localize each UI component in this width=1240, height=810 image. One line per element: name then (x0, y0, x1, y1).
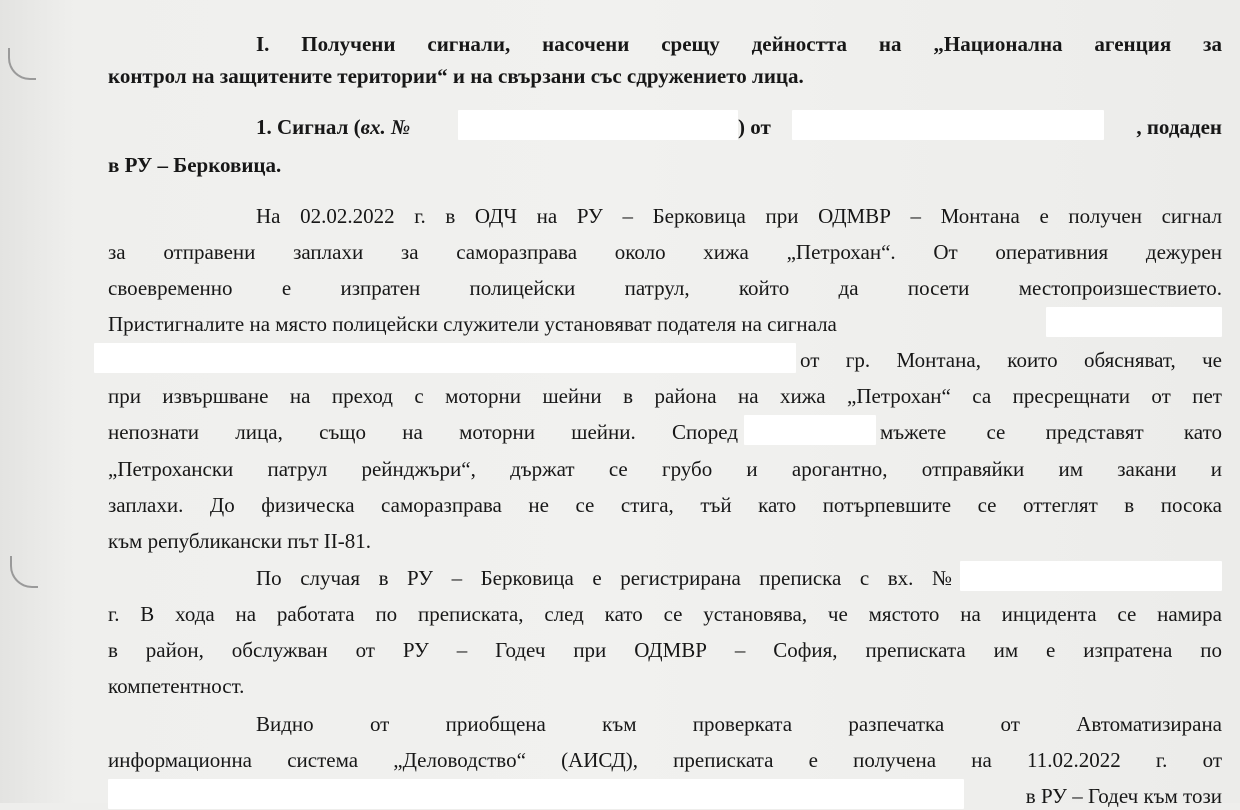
paragraph-line: в район, обслужван от РУ – Годеч при ОДМВР – София, преписката им е изпратена по (108, 638, 1222, 662)
redacted-block (108, 779, 964, 809)
paragraph-line: своевременно е изпратен полицейски патрул, който да посети местопроизшествието. (108, 276, 1222, 300)
section-heading-line (256, 30, 1222, 58)
redacted-block (1046, 307, 1222, 337)
paragraph-line-tail: мъжете се представят като (880, 420, 1222, 444)
paragraph-line: На 02.02.2022 г. в ОДЧ на РУ – Берковица при ОДМВР – Монтана е получен сигнал (256, 204, 1222, 228)
paragraph-line: Пристигналите на място полицейски служители установяват подателя на сигнала (108, 312, 837, 336)
redacted-block (792, 110, 1104, 140)
paragraph-line: Видно от приобщена към проверката разпечатка от Автоматизирана (256, 712, 1222, 736)
paragraph-line-head: непознати лица, също на моторни шейни. Според (108, 420, 738, 444)
signal-heading-number-label: вх. № (360, 115, 411, 139)
redacted-block (458, 110, 738, 140)
paragraph-line-tail: от гр. Монтана, които обясняват, че (800, 348, 1222, 372)
section-heading-text: I. Получени сигнали, насочени срещу дейността на „Национална агенция за (256, 32, 1222, 56)
margin-pen-mark (10, 556, 38, 588)
paragraph-line: компетентност. (108, 674, 245, 698)
paragraph-line: информационна система „Деловодство“ (АИСД), преписката е получена на 11.02.2022 г. от (108, 748, 1222, 772)
signal-heading-prefix: 1. Сигнал ( (256, 115, 361, 139)
section-heading-line: контрол на защитените територии“ и на свързани със сдружението лица. (108, 64, 804, 88)
redacted-block (960, 561, 1222, 591)
signal-heading-mid: ) от (738, 115, 771, 139)
paragraph-line: „Петрохански патрул рейнджъри“, държат се грубо и арогантно, отправяйки им закани и (108, 457, 1222, 481)
paragraph-line: заплахи. До физическа саморазправа не се стига, тъй като потърпевшите се оттеглят в посока (108, 493, 1222, 517)
paragraph-line: г. В хода на работата по преписката, след като се установява, че мястото на инцидента се намира (108, 602, 1222, 626)
paragraph-line-tail: в РУ – Годеч към този (1025, 784, 1222, 808)
paragraph-line-head: По случая в РУ – Берковица е регистрирана преписка с вх. № (256, 566, 952, 590)
paragraph-line: за отправени заплахи за саморазправа около хижа „Петрохан“. От оперативния дежурен (108, 240, 1222, 264)
signal-heading (256, 113, 410, 141)
signal-heading-line2: в РУ – Берковица. (108, 153, 282, 177)
margin-pen-mark (8, 48, 36, 80)
redacted-block (94, 343, 796, 373)
redacted-block (744, 415, 876, 445)
paragraph-line: към републикански път II-81. (108, 529, 371, 553)
paragraph-line: при извършване на преход с моторни шейни в района на хижа „Петрохан“ са пресрещнати от пет (108, 384, 1222, 408)
signal-heading-suffix: , подаден (1136, 115, 1222, 139)
